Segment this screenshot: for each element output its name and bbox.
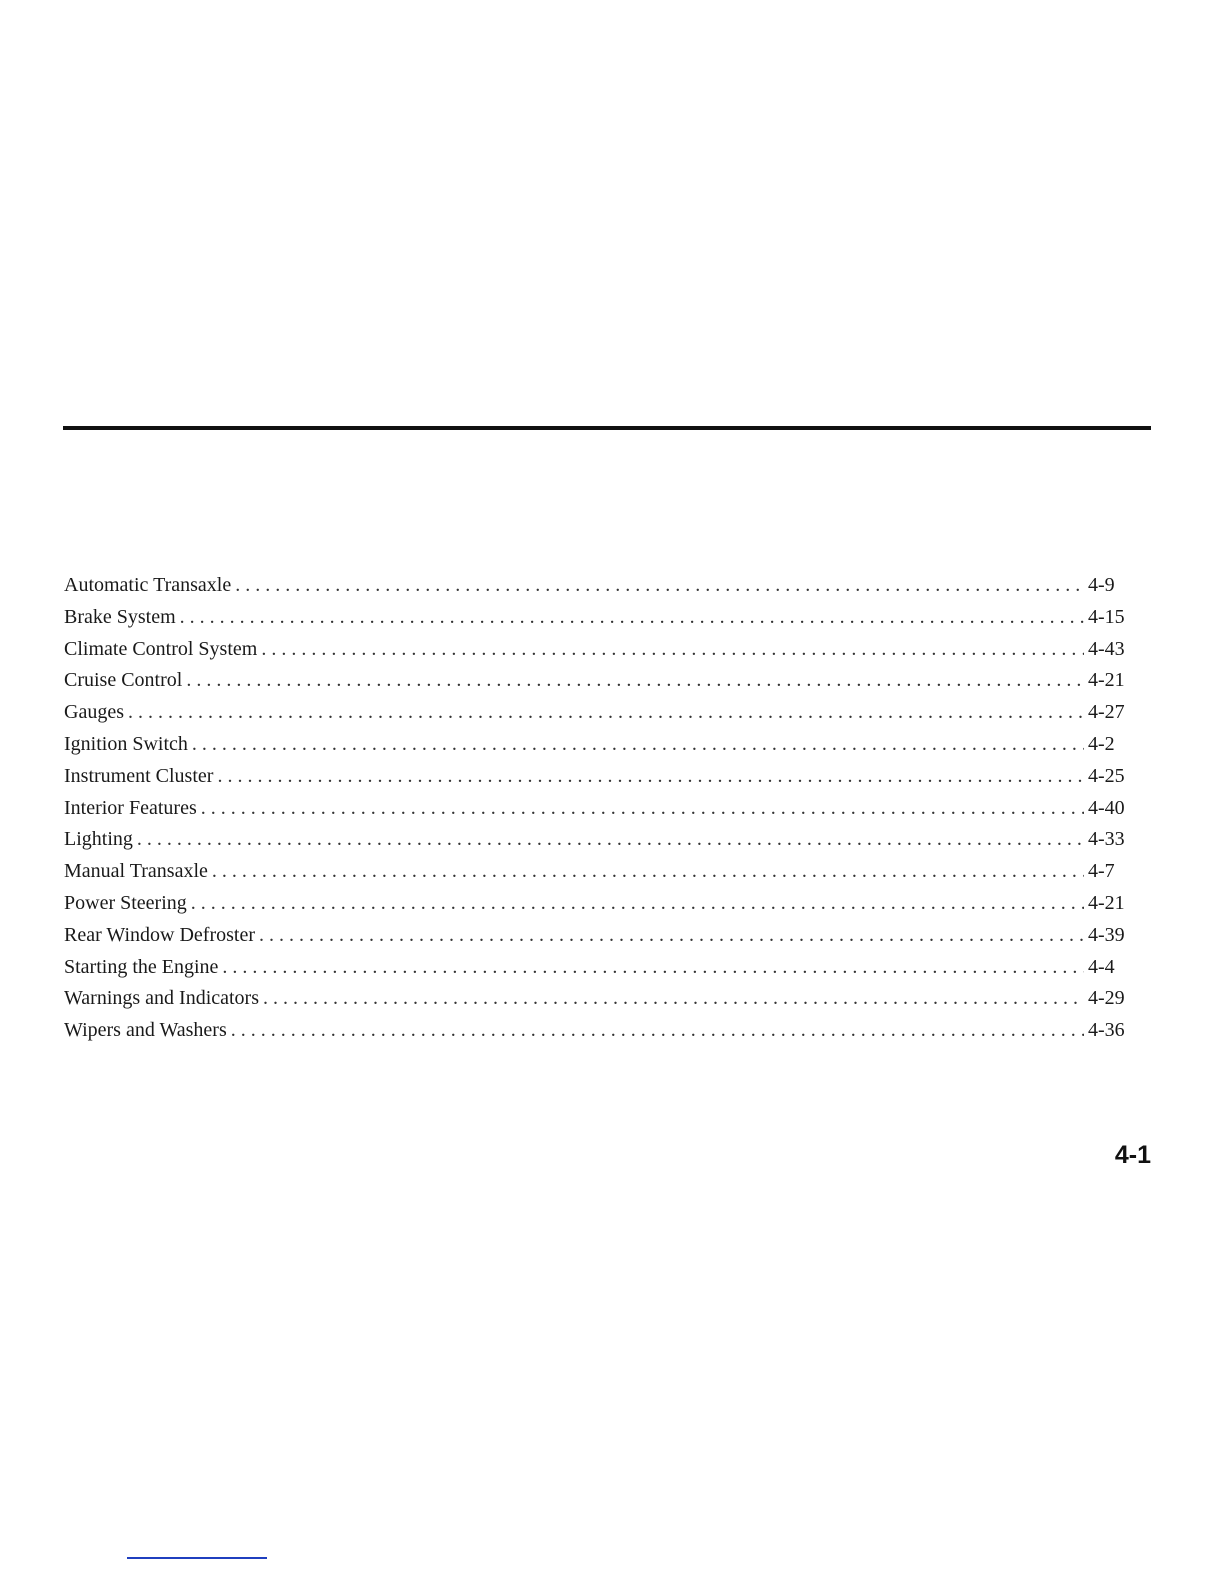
toc-entry-page: 4-25 (1088, 764, 1125, 787)
toc-entry[interactable] (64, 570, 1134, 602)
toc-entry[interactable] (64, 729, 1134, 761)
toc-entry-label: Instrument Cluster (64, 764, 214, 787)
dot-leader (235, 570, 1084, 602)
toc-entry-label: Starting the Engine (64, 955, 219, 978)
toc-entry-label: Wipers and Washers (64, 1019, 227, 1042)
toc-entry[interactable] (64, 888, 1134, 920)
toc-entry[interactable] (64, 824, 1134, 856)
toc-entry-page: 4-27 (1088, 701, 1125, 724)
dot-leader (137, 824, 1084, 856)
table-of-contents (64, 570, 1134, 1047)
toc-entry-page: 4-43 (1088, 637, 1125, 660)
toc-entry-label: Rear Window Defroster (64, 923, 255, 946)
dot-leader (259, 920, 1084, 952)
page-number: 4-1 (1114, 1141, 1151, 1169)
toc-entry-page: 4-40 (1088, 796, 1125, 819)
toc-entry[interactable] (64, 697, 1134, 729)
toc-entry-page: 4-2 (1088, 732, 1115, 755)
toc-entry-page: 4-21 (1088, 891, 1125, 914)
toc-entry[interactable] (64, 952, 1134, 984)
dot-leader (222, 952, 1084, 984)
toc-entry-page: 4-33 (1088, 828, 1125, 851)
toc-entry[interactable] (64, 983, 1134, 1015)
toc-entry-page: 4-36 (1088, 1019, 1125, 1042)
toc-entry[interactable] (64, 761, 1134, 793)
toc-entry[interactable] (64, 1015, 1134, 1047)
toc-entry[interactable] (64, 665, 1134, 697)
toc-entry-page: 4-7 (1088, 860, 1115, 883)
dot-leader (192, 729, 1084, 761)
toc-entry-label: Climate Control System (64, 637, 258, 660)
dot-leader (180, 602, 1084, 634)
toc-entry[interactable] (64, 602, 1134, 634)
toc-entry-label: Automatic Transaxle (64, 574, 232, 596)
toc-entry-label: Ignition Switch (64, 732, 188, 755)
dot-leader (128, 697, 1084, 729)
toc-entry-page: 4-21 (1088, 669, 1125, 692)
toc-entry-label: Cruise Control (64, 669, 183, 692)
dot-leader (201, 793, 1084, 825)
dot-leader (261, 634, 1084, 666)
toc-entry[interactable] (64, 856, 1134, 888)
toc-entry-page: 4-15 (1088, 605, 1125, 628)
toc-entry-label: Manual Transaxle (64, 860, 208, 883)
dot-leader (186, 665, 1084, 697)
toc-entry-label: Interior Features (64, 796, 197, 819)
dot-leader (217, 761, 1084, 793)
toc-entry-page: 4-29 (1088, 987, 1125, 1010)
toc-entry-page: 4-39 (1088, 923, 1125, 946)
toc-entry-label: Warnings and Indicators (64, 987, 259, 1010)
dot-leader (191, 888, 1084, 920)
toc-entry-page: 4-9 (1088, 574, 1115, 596)
toc-entry-label: Brake System (64, 605, 176, 628)
toc-entry-label: Gauges (64, 701, 124, 724)
dot-leader (212, 856, 1084, 888)
dot-leader (263, 983, 1084, 1015)
toc-entry[interactable] (64, 634, 1134, 666)
toc-entry[interactable] (64, 920, 1134, 952)
dot-leader (231, 1015, 1084, 1047)
toc-entry-page: 4-4 (1088, 955, 1115, 978)
section-header-rule (63, 426, 1151, 430)
toc-entry-label: Lighting (64, 828, 133, 851)
footer-link-underline (127, 1557, 267, 1559)
toc-entry-label: Power Steering (64, 891, 187, 914)
toc-entry[interactable] (64, 793, 1134, 825)
